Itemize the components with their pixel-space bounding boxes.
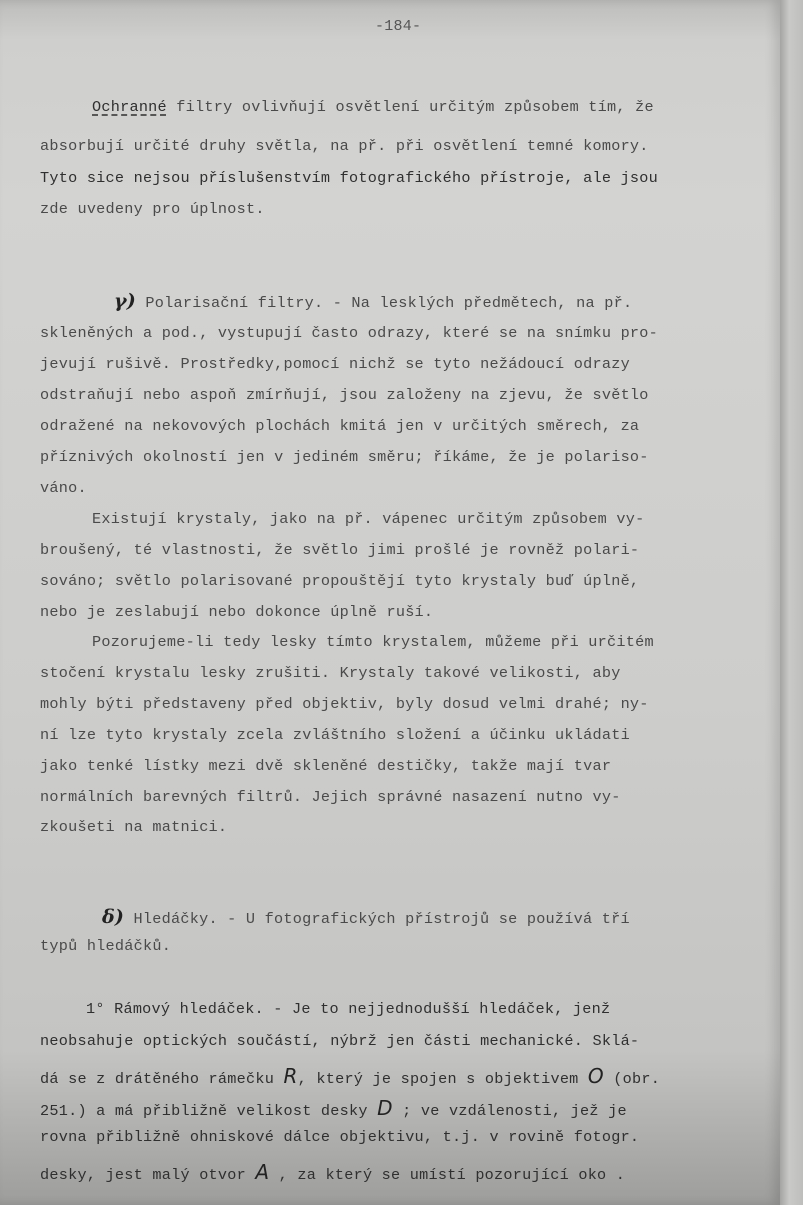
section-heading: Hledáčky. - U fotografických přístrojů se používá tří [133, 910, 630, 928]
text-segment: , za který se umístí pozorující oko . [269, 1166, 626, 1184]
text-line: příznivých okolností jen v jediném směru; říkáme, že je polariso- [40, 448, 649, 466]
label-R: R [283, 1064, 298, 1088]
text-line [40, 1096, 627, 1120]
section-heading: Polarisační filtry. - Na lesklých předmětech, na př. [145, 294, 633, 312]
text-line: zde uvedeny pro úplnost. [40, 200, 265, 218]
text-line: typů hledáčků. [40, 937, 172, 955]
text-line: Existují krystaly, jako na př. vápenec určitým způsobem vy- [92, 510, 645, 528]
underlined-heading-word: Ochranné [92, 98, 167, 116]
text-line: zkoušeti na matnici. [40, 818, 228, 836]
gamma-marker: γ) [114, 290, 137, 312]
text-line: skleněných a pod., vystupují často odrazy, které se na snímku pro- [40, 324, 659, 342]
text-line: rovna přibližně ohniskové dálce objektivu, t.j. v rovině fotogr. [40, 1128, 640, 1146]
text-line: absorbují určité druhy světla, na př. při osvětlení temné komory. [40, 137, 649, 155]
text-line: broušený, té vlastnosti, že světlo jimi prošlé je rovněž polari- [40, 541, 640, 559]
text-line: Pozorujeme-li tedy lesky tímto krystalem, můžeme při určitém [92, 633, 654, 651]
text-line: neobsahuje optických součástí, nýbrž jen části mechanické. Sklá- [40, 1032, 640, 1050]
text-line: nebo je zeslabují nebo dokonce úplně ruší. [40, 603, 434, 621]
page-number: -184- [375, 18, 422, 35]
text-line [40, 1064, 660, 1088]
text-segment: , který je spojen s objektivem [297, 1070, 588, 1088]
label-D: D [377, 1096, 393, 1120]
text-line [40, 1160, 625, 1184]
text-line [114, 290, 632, 312]
text-line: normálních barevných filtrů. Jejich správné nasazení nutno vy- [40, 788, 621, 806]
text-line [102, 906, 630, 928]
text-line: mohly býti představeny před objektiv, byly dosud velmi drahé; ny- [40, 695, 649, 713]
text-line: sováno; světlo polarisované propouštějí tyto krystaly buď úplně, [40, 572, 640, 590]
text-line: odstraňují nebo aspoň zmírňují, jsou založeny na zjevu, že světlo [40, 386, 649, 404]
text-segment: (obr. [603, 1070, 661, 1088]
text-segment: 251.) a má přibližně velikost desky [40, 1102, 378, 1120]
text-line: 1° Rámový hledáček. - Je to nejjednodušší hledáček, jenž [86, 1000, 611, 1018]
text-segment: ; ve vzdálenosti, jež je [392, 1102, 627, 1120]
label-A: A [255, 1160, 270, 1184]
text-line: jevují rušivě. Prostředky,pomocí nichž se tyto nežádoucí odrazy [40, 355, 630, 373]
text-line: stočení krystalu lesky zrušiti. Krystaly takové velikosti, aby [40, 664, 621, 682]
text-line: jako tenké lístky mezi dvě skleněné destičky, takže mají tvar [40, 757, 612, 775]
text-line [92, 98, 654, 116]
text-line: Tyto sice nejsou příslušenstvím fotografického přístroje, ale jsou [40, 169, 659, 187]
delta-marker: δ) [102, 906, 125, 928]
text-line-rest: filtry ovlivňují osvětlení určitým způsobem tím, že [166, 98, 654, 116]
text-line: odražené na nekovových plochách kmitá jen v určitých směrech, za [40, 417, 640, 435]
text-line: váno. [40, 479, 87, 497]
page-edge [780, 0, 803, 1205]
label-O: O [587, 1064, 604, 1088]
text-segment: dá se z drátěného rámečku [40, 1070, 284, 1088]
text-line: ní lze tyto krystaly zcela zvláštního složení a účinku ukládati [40, 726, 630, 744]
text-segment: desky, jest malý otvor [40, 1166, 256, 1184]
